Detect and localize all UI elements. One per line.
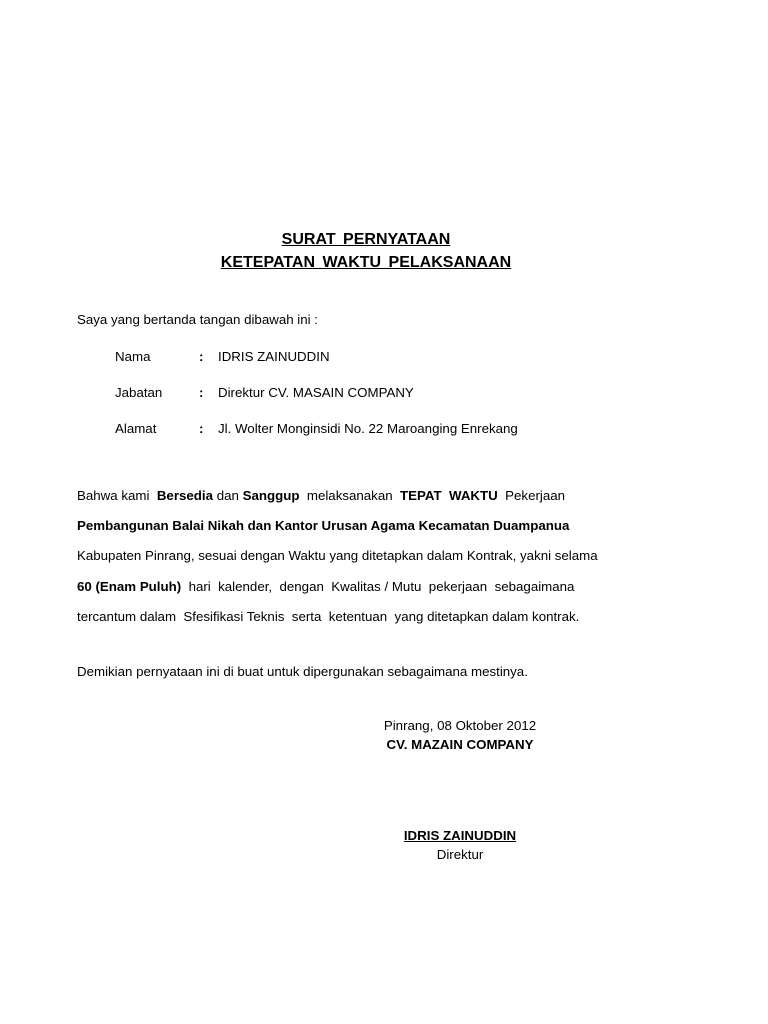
- statement-bold-bersedia: Bersedia: [156, 488, 214, 503]
- statement-bold-tepat-waktu: TEPAT WAKTU: [400, 488, 498, 503]
- statement-text: melaksanakan: [299, 488, 401, 503]
- statement-text: Bahwa kami: [77, 488, 157, 503]
- field-value-alamat: Jl. Wolter Monginsidi No. 22 Maroanging Enrekang: [218, 421, 518, 436]
- statement-line-4: [77, 579, 574, 594]
- signature-company: CV. MAZAIN COMPANY: [386, 737, 534, 752]
- statement-line-2-project: Pembangunan Balai Nikah dan Kantor Urusan Agama Kecamatan Duampanua: [77, 518, 570, 533]
- field-value-jabatan: Direktur CV. MASAIN COMPANY: [218, 385, 414, 400]
- statement-text: Pekerjaan: [497, 488, 566, 503]
- field-separator: :: [199, 421, 204, 436]
- signature-position: Direktur: [436, 847, 484, 862]
- field-separator: :: [199, 385, 204, 400]
- statement-text: hari kalender, dengan Kwalitas / Mutu pekerjaan sebagaimana: [181, 579, 575, 594]
- field-label-alamat: Alamat: [115, 421, 157, 436]
- statement-bold-duration: 60 (Enam Puluh): [77, 579, 182, 594]
- signature-place-date: Pinrang, 08 Oktober 2012: [383, 718, 537, 733]
- signature-name: IDRIS ZAINUDDIN: [403, 828, 517, 843]
- document-title-line1: SURAT PERNYATAAN: [281, 231, 451, 248]
- field-separator: :: [199, 349, 204, 364]
- intro-text: Saya yang bertanda tangan dibawah ini :: [77, 312, 318, 327]
- field-label-jabatan: Jabatan: [115, 385, 163, 400]
- field-label-nama: Nama: [115, 349, 151, 364]
- field-value-nama: IDRIS ZAINUDDIN: [218, 349, 330, 364]
- statement-line-3: Kabupaten Pinrang, sesuai dengan Waktu yang ditetapkan dalam Kontrak, yakni selama: [77, 548, 598, 563]
- statement-line-5: tercantum dalam Sfesifikasi Teknis serta ketentuan yang ditetapkan dalam kontrak.: [77, 609, 580, 624]
- closing-text: Demikian pernyataan ini di buat untuk dipergunakan sebagaimana mestinya.: [77, 664, 528, 679]
- statement-line-1: [77, 488, 565, 503]
- document-title-line2: KETEPATAN WAKTU PELAKSANAAN: [220, 254, 512, 271]
- statement-bold-sanggup: Sanggup: [242, 488, 300, 503]
- statement-text: dan: [213, 488, 243, 503]
